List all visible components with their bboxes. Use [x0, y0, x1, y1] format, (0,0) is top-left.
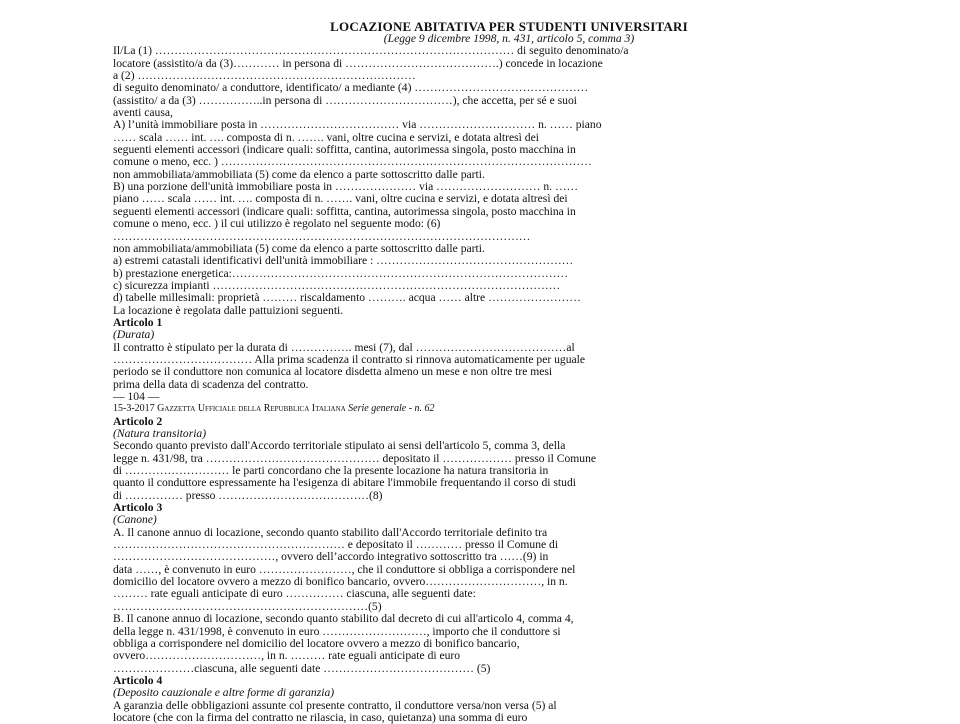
- body-line: b) prestazione energetica:……………………………………………………………………………: [113, 267, 569, 280]
- body-line: locatore (assistito/a da (3)………… in persona di ………………………………….) concede in locazione: [113, 57, 603, 70]
- document-body: [113, 45, 865, 724]
- gazette-series: Serie generale - n. 62: [345, 403, 435, 415]
- body-line: ovvero…………………………, in n. ……… rate eguali anticipate di euro: [113, 650, 461, 663]
- document-subtitle: (Legge 9 dicembre 1998, n. 431, articolo 5, comma 3): [383, 32, 635, 45]
- body-line: a) estremi catastali identificativi dell'unità immobiliare : ……………………………………………: [113, 255, 574, 268]
- body-line: ………………………………………………………………………………………………: [113, 230, 531, 243]
- body-line: Il contratto è stipulato per la durata di ……………. mesi (7), dal …………………………………al: [113, 341, 575, 354]
- body-line: non ammobiliata/ammobiliata (5) come da elenco a parte sottoscritto dalle parti.: [113, 242, 485, 255]
- body-line: prima della data di scadenza del contratto.: [113, 378, 309, 391]
- article-subheading: (Natura transitoria): [113, 428, 207, 440]
- document-page: [113, 20, 865, 724]
- body-line: di ……………………… le parti concordano che la presente locazione ha natura transitoria in: [113, 465, 549, 478]
- body-line: di …………… presso …………………………………(8): [113, 489, 383, 502]
- body-line: Secondo quanto previsto dall'Accordo territoriale stipulato ai sensi dell'articolo 5, comma 3, della: [113, 440, 566, 453]
- body-line: Il/La (1) ………………………………………………………………………………… di seguito denominato/a: [113, 45, 629, 58]
- body-line: di seguito denominato/ a conduttore, identificato/ a mediante (4) ………………………………………: [113, 82, 589, 95]
- body-line: A. Il canone annuo di locazione, secondo quanto stabilito dall'Accordo territoriale definito tra: [113, 526, 548, 539]
- body-line: obbliga a corrispondere nel domicilio del locatore ovvero a mezzo di bonifico bancario,: [113, 637, 520, 650]
- body-line: comune o meno, ecc. ) il cui utilizzo è regolato nel seguente modo: (6): [113, 218, 441, 231]
- article-subheading: (Durata): [113, 329, 155, 342]
- body-line: — 104 —: [113, 390, 160, 403]
- gazette-header: [113, 403, 865, 415]
- body-line: legge n. 431/98, tra ……………………………………… depositato il ……………… presso il Comune: [113, 452, 597, 465]
- body-line: della legge n. 431/1998, è convenuto in euro ………………………, importo che il conduttore si: [113, 625, 561, 638]
- body-line: d) tabelle millesimali: proprietà ……… riscaldamento ………. acqua …… altre ……………………: [113, 292, 581, 305]
- body-line: ……… rate eguali anticipate di euro …………… ciascuna, alle seguenti date:: [113, 588, 476, 601]
- body-line: A) l’unità immobiliare posta in ……………………………… via ………………………… n. …… piano: [113, 119, 602, 132]
- body-line: a (2) ………………………………………………………………: [113, 70, 416, 83]
- body-line: A garanzia delle obbligazioni assunte col presente contratto, il conduttore versa/non versa (5) al: [113, 699, 557, 712]
- body-line: …… scala …… int. …. composta di n. ……. vani, oltre cucina e servizi, e dotata altresì dei: [113, 131, 539, 144]
- body-line: B) una porzione dell'unità immobiliare posta in ………………… via ……………………… n. ……: [113, 181, 579, 194]
- body-line: B. Il canone annuo di locazione, secondo quanto stabilito dal decreto di cui all'articolo 4, comma 4,: [113, 613, 574, 626]
- body-line: piano …… scala …… int. …. composta di n. ……. vani, oltre cucina e servizi, e dotata altresì dei: [113, 193, 568, 206]
- body-line: data ……, è convenuto in euro ……………………, che il conduttore si obbliga a corrispondere nel: [113, 563, 576, 576]
- body-line: La locazione è regolata dalle pattuizioni seguenti.: [113, 304, 344, 317]
- document-title: LOCAZIONE ABITATIVA PER STUDENTI UNIVERSITARI: [330, 19, 688, 34]
- gazette-name: Gazzetta Ufficiale della Repubblica Italiana: [157, 403, 346, 415]
- article-heading: Articolo 3: [113, 502, 163, 515]
- article-subheading: (Deposito cauzionale e altre forme di garanzia): [113, 687, 335, 700]
- body-line: non ammobiliata/ammobiliata (5) come da elenco a parte sottoscritto dalle parti.: [113, 168, 485, 181]
- body-line: c) sicurezza impianti ………………………………………………………………………………: [113, 279, 561, 292]
- body-line: aventi causa,: [113, 107, 173, 120]
- body-line: (assistito/ a da (3) ……………..in persona di ……………………………), che accetta, per sé e suoi: [113, 94, 577, 107]
- body-line: periodo se il conduttore non comunica al locatore disdetta almeno un mese e non oltre tre mesi: [113, 366, 553, 379]
- article-subheading: (Canone): [113, 514, 157, 527]
- body-line: ……………………………………, ovvero dell’accordo integrativo sottoscritto tra ……(9) in: [113, 551, 549, 564]
- body-line: quanto il conduttore espressamente ha l'esigenza di abitare l'immobile frequentando il corso di studi: [113, 477, 576, 490]
- body-line: seguenti elementi accessori (indicare quali: soffitta, cantina, autorimessa singola, posto macchina in: [113, 144, 576, 157]
- body-line: comune o meno, ecc. ) ……………………………………………………………………………………: [113, 156, 592, 169]
- article-heading: Articolo 2: [113, 415, 163, 428]
- body-line: ……………………………… Alla prima scadenza il contratto si rinnova automaticamente per uguale: [113, 353, 585, 366]
- body-line: seguenti elementi accessori (indicare quali: soffitta, cantina, autorimessa singola, posto macchina in: [113, 205, 576, 218]
- body-line: …………………………………………………………(5): [113, 600, 382, 613]
- article-heading: Articolo 1: [113, 316, 163, 329]
- article-heading: Articolo 4: [113, 674, 163, 687]
- gazette-date: 15-3-2017: [113, 403, 158, 415]
- body-line: …………………ciascuna, alle seguenti date ………………………………… (5): [113, 662, 491, 675]
- body-line: domicilio del locatore ovvero a mezzo di bonifico bancario, ovvero…………………………, in n.: [113, 576, 568, 589]
- body-line: …………………………………………………… e depositato il ………… presso il Comune di: [113, 539, 559, 552]
- body-line: locatore (che con la firma del contratto ne rilascia, in caso, quietanza) una somma di euro: [113, 711, 528, 724]
